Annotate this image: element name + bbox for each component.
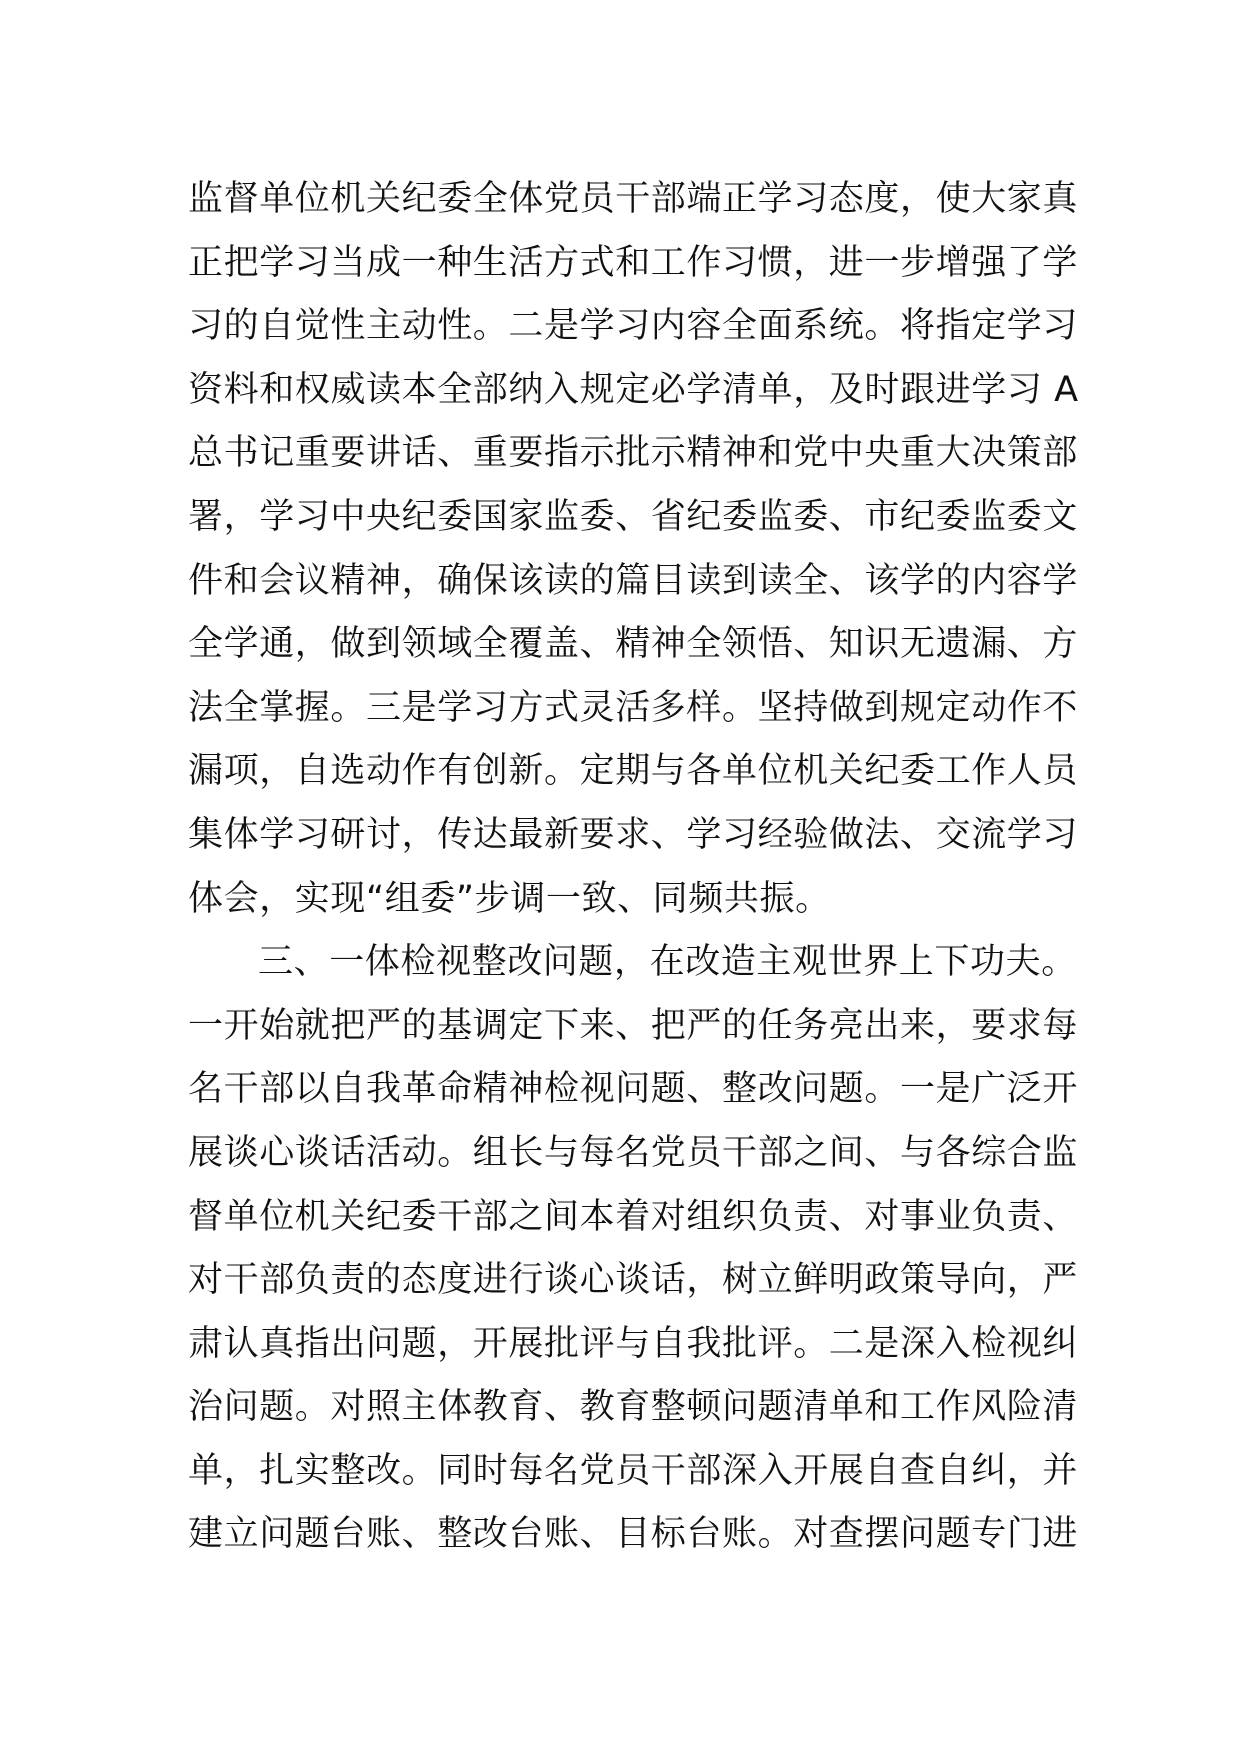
section-heading-line: 三、一体检视整改问题，在改造主观世界上下功夫。: [258, 942, 1077, 983]
text-line: 件和会议精神，确保该读的篇目读到读全、该学的内容学: [188, 560, 1079, 601]
text-line: 总书记重要讲话、重要指示批示精神和党中央重大决策部: [188, 433, 1079, 474]
text-line: 集体学习研讨，传达最新要求、学习经验做法、交流学习: [188, 814, 1079, 855]
text-line: 正把学习当成一种生活方式和工作习惯，进一步增强了学: [188, 242, 1079, 283]
text-line: 署，学习中央纪委国家监委、省纪委监委、市纪委监委文: [188, 496, 1079, 537]
text-line: 单，扎实整改。同时每名党员干部深入开展自查自纠，并: [188, 1450, 1079, 1491]
text-line: 肃认真指出问题，开展批评与自我批评。二是深入检视纠: [188, 1323, 1079, 1364]
text-line: 全学通，做到领域全覆盖、精神全领悟、知识无遗漏、方: [188, 624, 1079, 665]
text-line: 习的自觉性主动性。二是学习内容全面系统。将指定学习: [188, 306, 1079, 347]
text-line: 体会，实现“组委”步调一致、同频共振。: [188, 878, 831, 919]
text-line: 督单位机关纪委干部之间本着对组织负责、对事业负责、: [188, 1196, 1079, 1237]
text-line: 监督单位机关纪委全体党员干部端正学习态度，使大家真: [188, 179, 1079, 219]
text-line: 对干部负责的态度进行谈心谈话，树立鲜明政策导向，严: [188, 1260, 1079, 1301]
text-line: 资料和权威读本全部纳入规定必学清单，及时跟进学习 A: [188, 369, 1079, 410]
text-line: 治问题。对照主体教育、教育整顿问题清单和工作风险清: [188, 1387, 1079, 1428]
text-line: 建立问题台账、整改台账、目标台账。对查摆问题专门进: [188, 1514, 1079, 1555]
text-line: 一开始就把严的基调定下来、把严的任务亮出来，要求每: [188, 1005, 1079, 1046]
text-line: 名干部以自我革命精神检视问题、整改问题。一是广泛开: [188, 1069, 1079, 1110]
text-line: 法全掌握。三是学习方式灵活多样。坚持做到规定动作不: [188, 687, 1079, 728]
text-line: 展谈心谈话活动。组长与每名党员干部之间、与各综合监: [188, 1132, 1079, 1173]
body-text: [188, 168, 1079, 1567]
text-line: 漏项，自选动作有创新。定期与各单位机关纪委工作人员: [188, 751, 1079, 792]
